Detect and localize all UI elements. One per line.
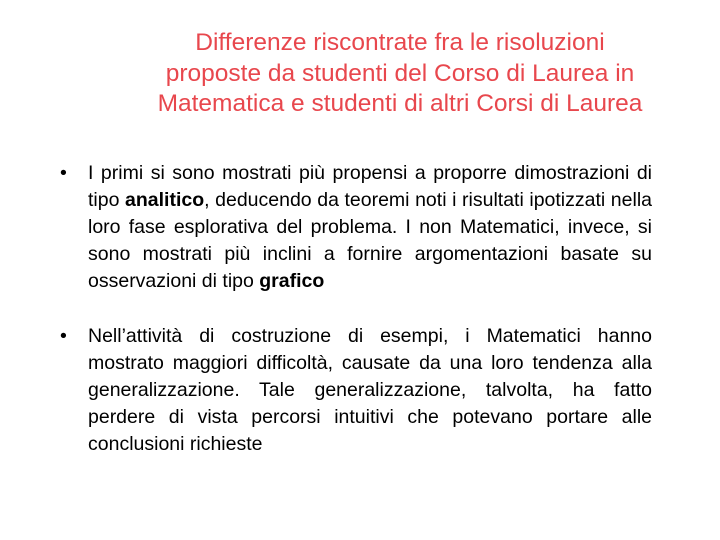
bullet-2-text: Nell’attività di costruzione di esempi, i Matematici hanno mostrato maggiori difficoltà, causate da una loro tendenza alla generalizzazione. Tale generalizzazione, talvolta, ha fatto perdere di vista percorsi intuitivi che potevano portare alle conclusioni richieste (88, 325, 652, 455)
bullet-1-bold-analitico: analitico (125, 189, 205, 211)
bullet-1-text-a: I primi si sono mostrati più propensi a proporre dimostrazioni di tipo (88, 162, 652, 211)
slide-title (80, 28, 720, 120)
bullet-1-bold-grafico: grafico (259, 270, 325, 292)
bullet-point-icon: • (60, 162, 67, 184)
bullet-list (60, 160, 652, 458)
bullet-1-text-b: , deducendo da teoremi noti i risultati ipotizzati nella loro fase esplorativa del problema. I non Matematici, invece, si sono mostrati più inclini a fornire argomentazioni basate su osservazioni di tipo (88, 189, 653, 292)
bullet-item-2 (60, 323, 652, 458)
title-line-2: proposte da studenti del Corso di Laurea in (165, 59, 635, 87)
bullet-point-icon: • (60, 325, 67, 347)
title-line-3: Matematica e studenti di altri Corsi di Laurea (157, 90, 643, 117)
bullet-item-1 (60, 160, 652, 295)
title-line-1: Differenze riscontrate fra le risoluzioni (195, 29, 605, 56)
